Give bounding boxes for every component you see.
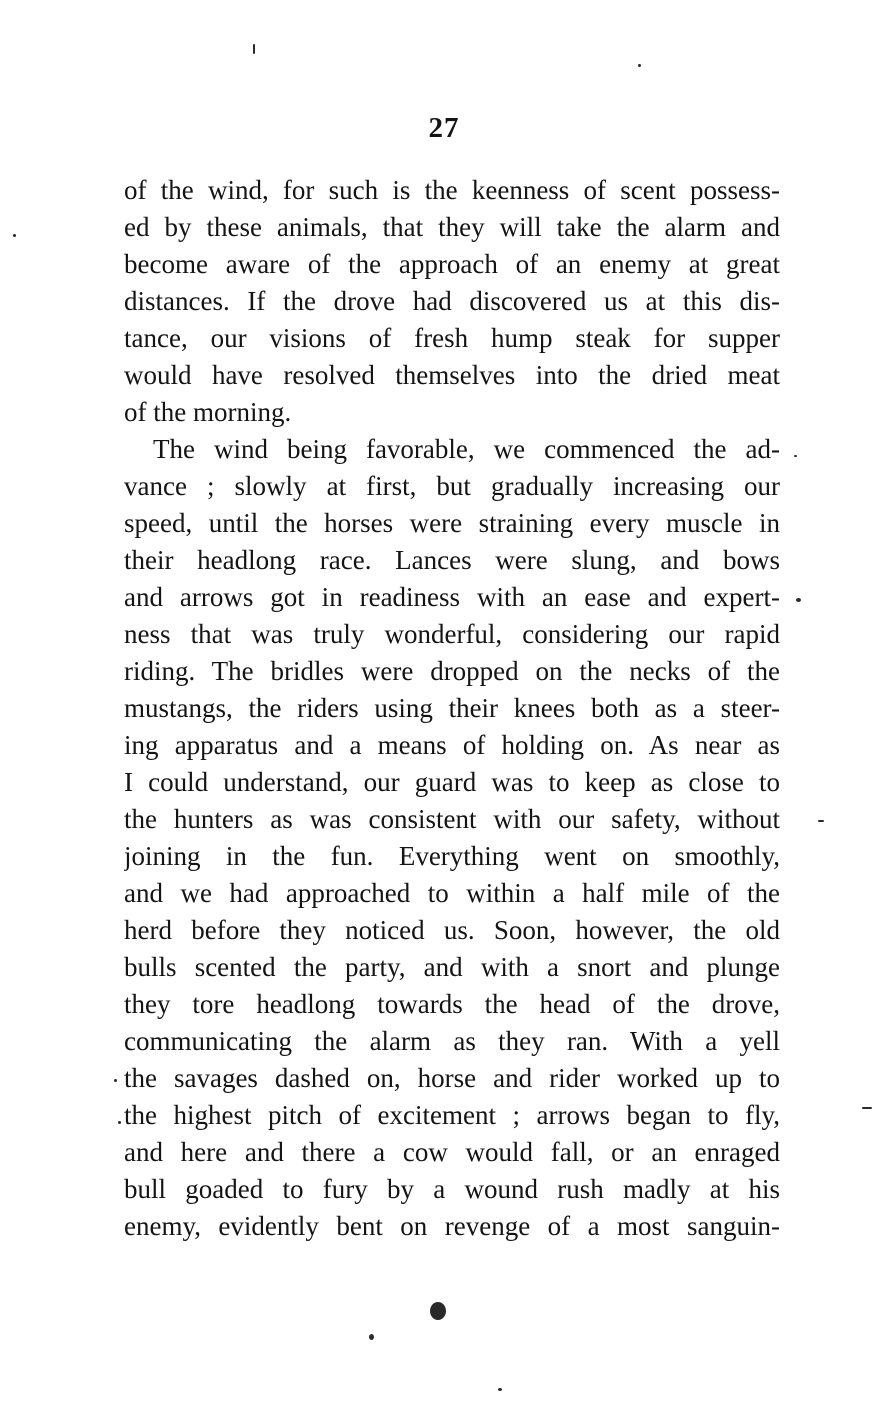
scan-speck — [794, 455, 797, 457]
scan-speck — [796, 598, 801, 602]
text-line-29: enemy, evidently bent on revenge of a most sanguin- — [124, 1211, 780, 1241]
text-line-4: distances. If the drove had discovered us at this dis- — [124, 286, 780, 316]
text-line-16: ing apparatus and a means of holding on. As near as — [124, 730, 780, 760]
scan-speck — [638, 64, 641, 67]
text-line-18: the hunters as was consistent with our safety, without — [124, 804, 780, 834]
text-line-23: they tore headlong towards the head of the drove, — [124, 989, 780, 1019]
ink-blot — [430, 1302, 446, 1320]
text-line-22: bulls scented the party, and with a snort and plunge — [124, 952, 780, 982]
scan-speck — [118, 1121, 121, 1124]
scan-speck — [498, 1388, 502, 1391]
scan-speck — [114, 1079, 117, 1082]
page-number: 27 — [428, 112, 460, 144]
text-line-24: communicating the alarm as they ran. With a yell — [124, 1026, 780, 1056]
text-line-14: riding. The bridles were dropped on the necks of the — [124, 656, 780, 686]
text-line-1: of the wind, for such is the keenness of scent possess- — [124, 175, 780, 205]
text-line-10: speed, until the horses were straining every muscle in — [124, 508, 780, 538]
text-line-9: vance ; slowly at first, but gradually increasing our — [124, 471, 780, 501]
scan-speck — [818, 820, 824, 822]
text-line-3: become aware of the approach of an enemy at great — [124, 249, 780, 279]
text-line-15: mustangs, the riders using their knees both as a steer- — [124, 693, 780, 723]
text-line-27: and here and there a cow would fall, or an enraged — [124, 1137, 780, 1167]
text-line-20: and we had approached to within a half mile of the — [124, 878, 780, 908]
text-line-25: the savages dashed on, horse and rider worked up to — [124, 1063, 780, 1093]
text-line-12: and arrows got in readiness with an ease and expert- — [124, 582, 780, 612]
text-line-6: would have resolved themselves into the dried meat — [124, 360, 780, 390]
text-line-13: ness that was truly wonderful, considering our rapid — [124, 619, 780, 649]
scan-speck — [13, 234, 16, 237]
scan-speck — [862, 1107, 872, 1109]
text-line-8: The wind being favorable, we commenced the ad- — [153, 434, 780, 464]
text-line-26: the highest pitch of excitement ; arrows began to fly, — [124, 1100, 780, 1130]
text-line-17: I could understand, our guard was to keep as close to — [124, 767, 780, 797]
text-line-28: bull goaded to fury by a wound rush madly at his — [124, 1174, 780, 1204]
scan-speck — [369, 1334, 374, 1340]
text-line-11: their headlong race. Lances were slung, and bows — [124, 545, 780, 575]
text-line-5: tance, our visions of fresh hump steak for supper — [124, 323, 780, 353]
text-line-19: joining in the fun. Everything went on smoothly, — [124, 841, 780, 871]
text-line-21: herd before they noticed us. Soon, however, the old — [124, 915, 780, 945]
text-line-7: of the morning. — [124, 397, 292, 427]
scan-speck — [253, 44, 255, 54]
text-line-2: ed by these animals, that they will take the alarm and — [124, 212, 780, 242]
